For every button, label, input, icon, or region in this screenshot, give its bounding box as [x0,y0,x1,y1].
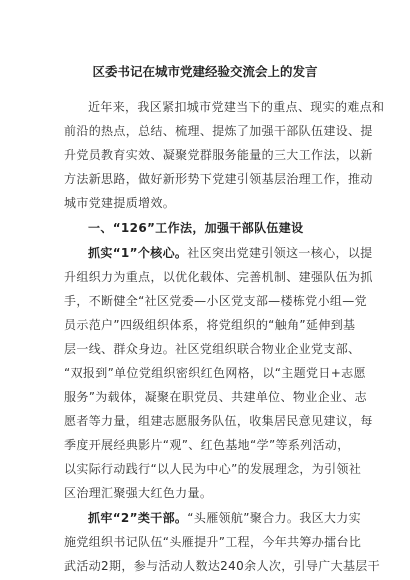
paragraph-line: 武活动2期，参与活动人数达240余人次，引导广大基层干 [64,559,380,573]
paragraph-line: 方法新思路，做好新形势下党建引领基层治理工作，推动 [64,172,373,186]
paragraph-line: 以实际行动践行“以人民为中心”的发展理念，为引领社 [64,462,362,476]
paragraph-line: 层一线、群众身边。社区党组织联合物业企业党支部、 [64,342,361,356]
paragraph-line: 升党员教育实效、凝聚党群服务能量的三大工作法，以新 [64,148,373,162]
paragraph-text: 社区突出党建引领这一核心，以提 [187,246,373,260]
paragraph-line: “双报到”单位党组织密织红色网格，以“主题党日+志愿 [64,366,366,380]
paragraph-line: 近年来，我区紧扣城市党建当下的重点、现实的难点和 [88,100,385,114]
paragraph-lead: 抓牢“2”类干部。 [88,511,188,525]
paragraph-line: 季度开展经典影片“观”、红色基地“学”等系列活动， [64,438,350,452]
paragraph-line: 升组织力为重点，以优化载体、完善机制、建强队伍为抓 [64,270,373,284]
paragraph-line: 愿者等力量，组建志愿服务队伍，收集居民意见建议，每 [64,414,373,428]
paragraph-line [88,509,361,526]
paragraph-line [88,244,373,261]
document-title: 区委书记在城市党建经验交流会上的发言 [92,64,318,79]
paragraph-text: “头雁领航”聚合力。我区大力实 [187,511,361,525]
paragraph-lead: 抓实“1”个核心。 [88,246,188,260]
paragraph-line: 施党组织书记队伍“头雁提升”工程，今年共筹办擂台比 [64,535,362,549]
section-heading: 一、“126”工作法，加强干部队伍建设 [88,221,304,235]
paragraph-line: 区治理汇聚强大红色力量。 [64,486,213,500]
paragraph-line: 手，不断健全“社区党委—小区党支部—楼栋党小组—党 [64,294,367,308]
paragraph-line: 员示范户”四级组织体系，将党组织的“触角”延伸到基 [64,318,356,332]
paragraph-line: 城市党建提质增效。 [64,196,176,210]
paragraph-line: 服务”为载体，凝聚在职党员、共建单位、物业企业、志 [64,390,367,404]
paragraph-line: 前沿的热点，总结、梳理、提炼了加强干部队伍建设、提 [64,124,373,138]
